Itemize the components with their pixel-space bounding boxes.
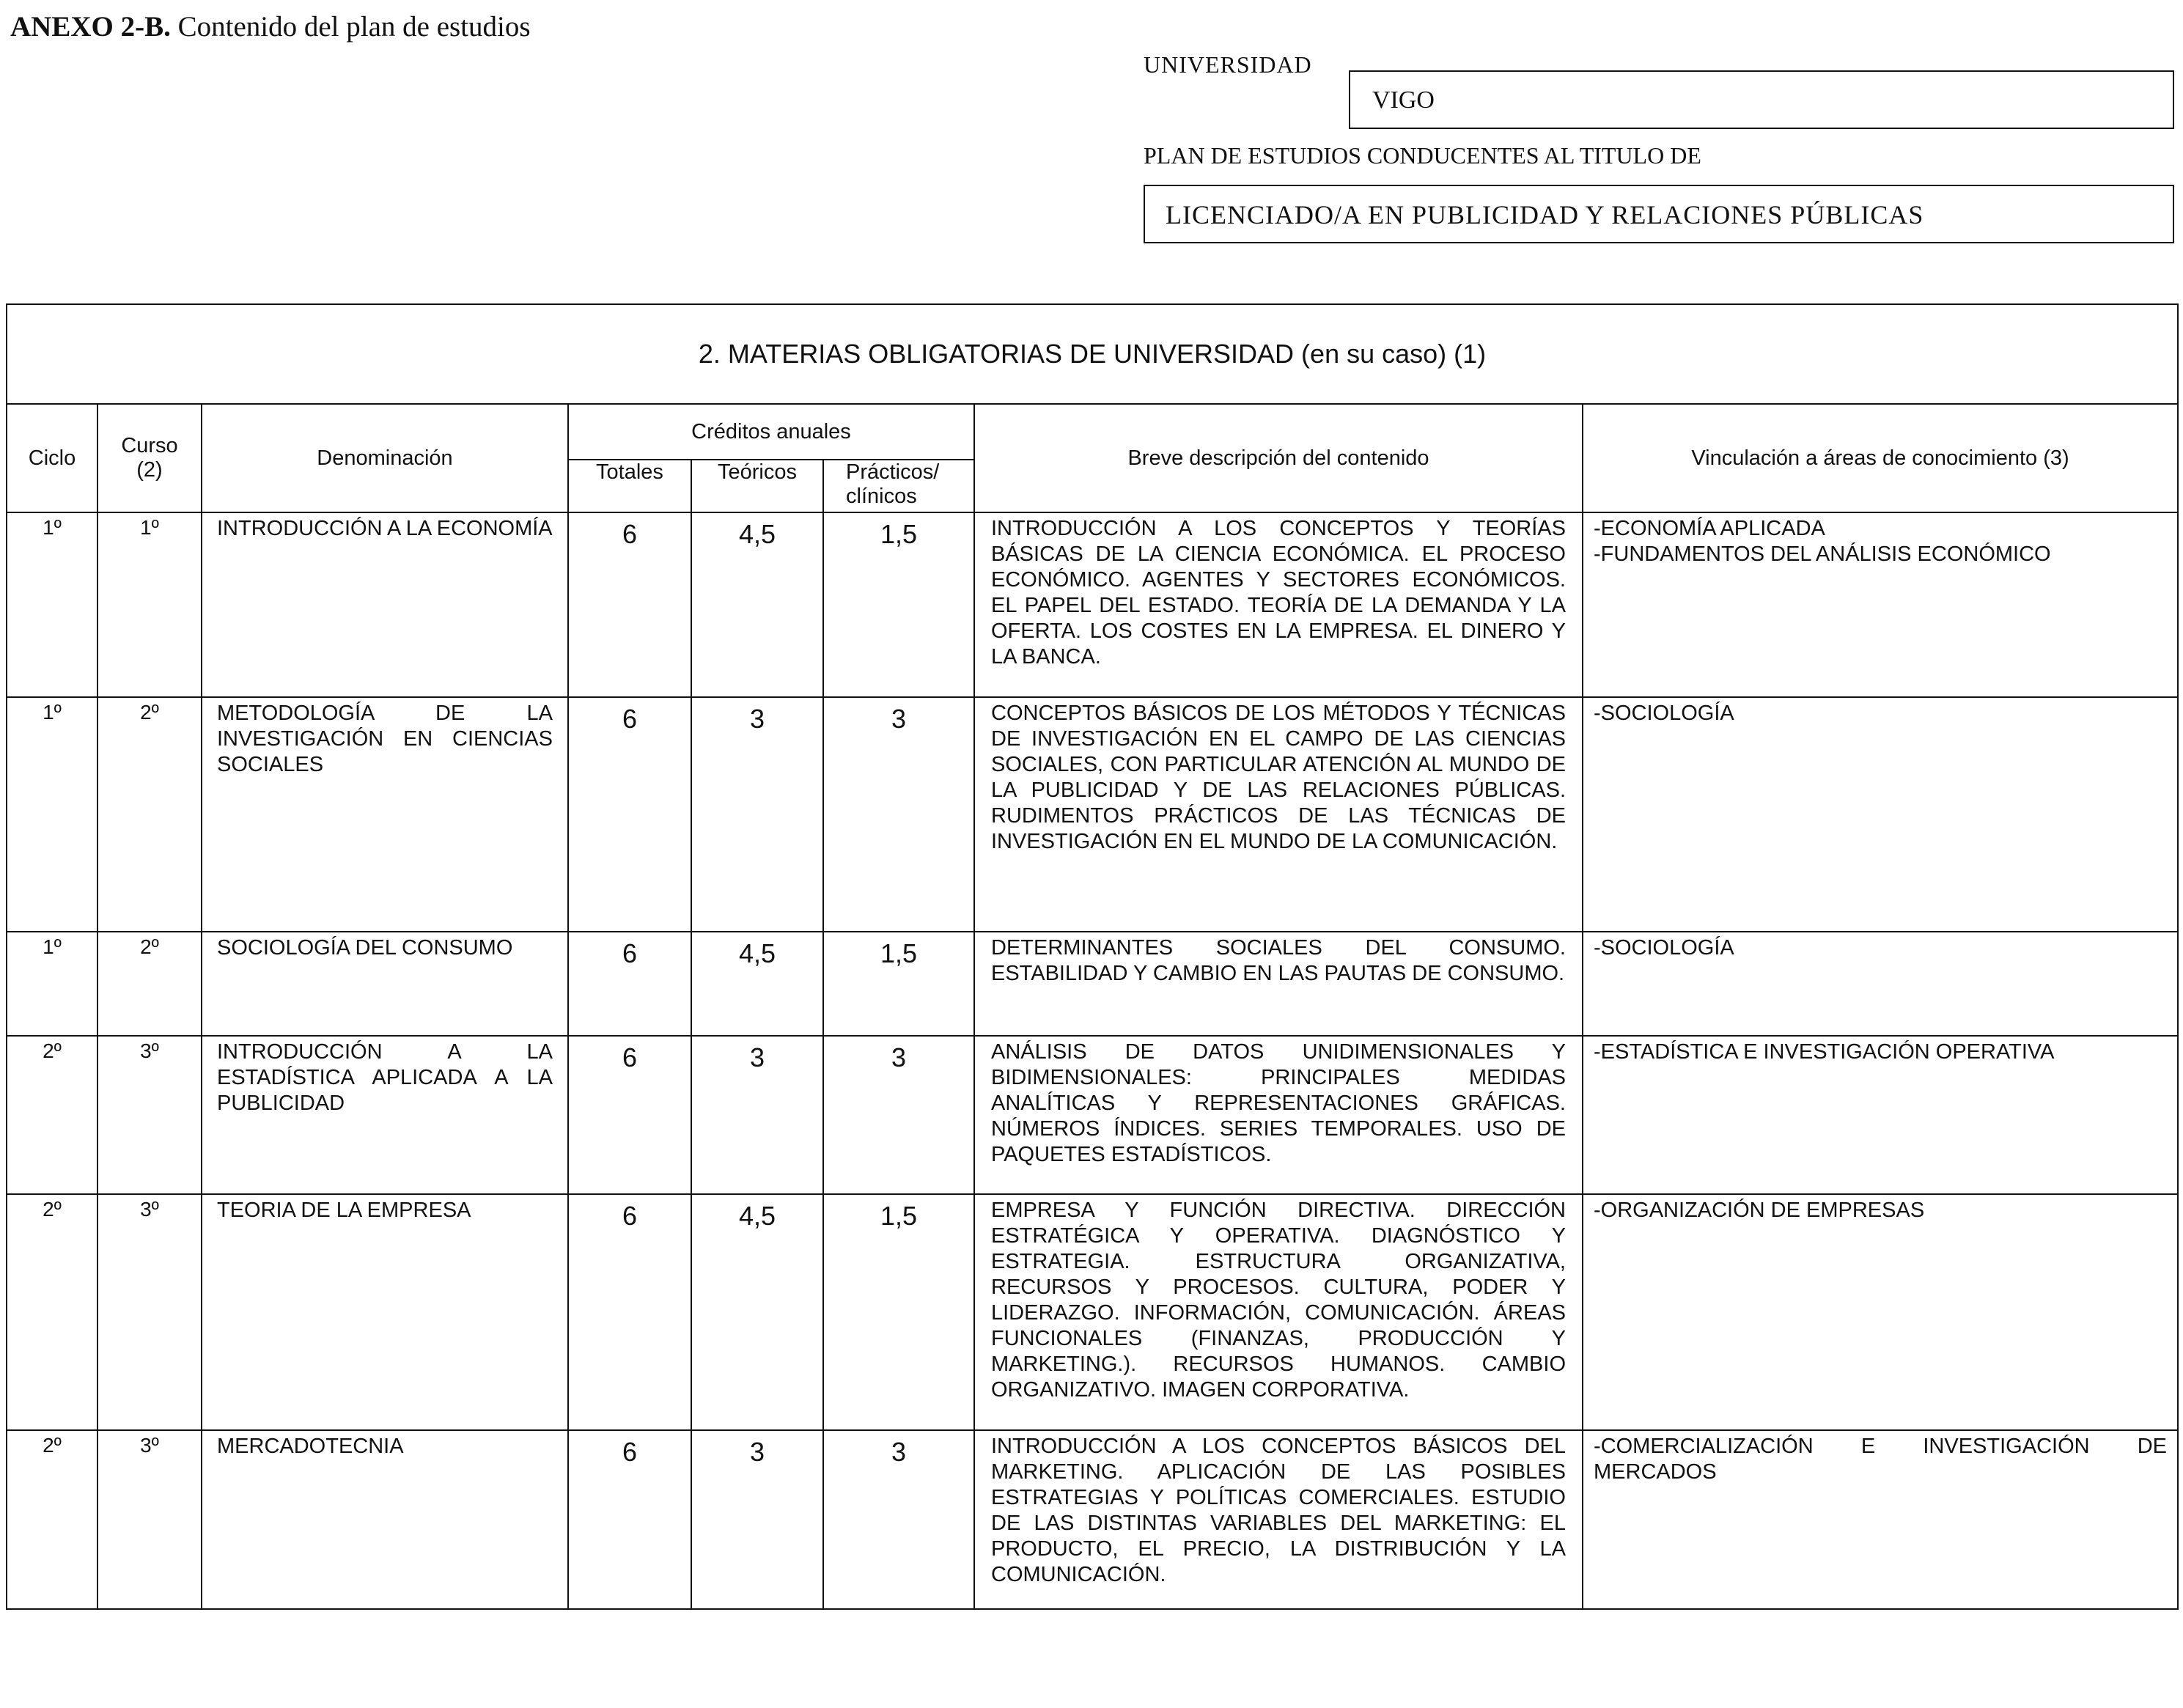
cell-descripcion: EMPRESA Y FUNCIÓN DIRECTIVA. DIRECCIÓN ESTRATÉGICA Y OPERATIVA. DIAGNÓSTICO Y ESTRATEGIA. ESTRUCTURA ORGANIZATIVA, RECURSOS Y PROCESOS. CULTURA, PODER Y LIDERAZGO. INFORMACIÓN, COMUNICACIÓN. ÁREAS FUNCIONALES (FINANZAS, PRODUCCIÓN Y MARKETING.). RECURSOS HUMANOS. CAMBIO ORGANIZATIVO. IMAGEN CORPORATIVA. <box>974 1194 1583 1430</box>
cell-denominacion: INTRODUCCIÓN A LA ECONOMÍA <box>202 512 568 697</box>
cell-vinculacion: -COMERCIALIZACIÓN E INVESTIGACIÓN DE MERCADOS <box>1583 1430 2178 1609</box>
cell-ciclo: 1º <box>7 512 97 697</box>
cell-curso: 2º <box>97 697 202 932</box>
table-row <box>7 1194 2178 1430</box>
table-row <box>7 697 2178 932</box>
cell-teoricos: 3 <box>691 1430 823 1609</box>
table-row <box>7 512 2178 697</box>
annex-title <box>10 10 531 43</box>
header-totales: Totales <box>568 460 691 512</box>
cell-curso: 3º <box>97 1036 202 1194</box>
cell-totales: 6 <box>568 1430 691 1609</box>
cell-teoricos: 4,5 <box>691 512 823 697</box>
plan-value: LICENCIADO/A EN PUBLICIDAD Y RELACIONES PÚBLICAS <box>1166 200 1924 229</box>
table-title-row <box>7 304 2178 404</box>
cell-ciclo: 2º <box>7 1430 97 1609</box>
cell-curso: 3º <box>97 1430 202 1609</box>
header-denominacion: Denominación <box>202 404 568 512</box>
table-row <box>7 1430 2178 1609</box>
cell-descripcion: ANÁLISIS DE DATOS UNIDIMENSIONALES Y BIDIMENSIONALES: PRINCIPALES MEDIDAS ANALÍTICAS Y REPRESENTACIONES GRÁFICAS. NÚMEROS ÍNDICES. SERIES TEMPORALES. USO DE PAQUETES ESTADÍSTICOS. <box>974 1036 1583 1194</box>
header-row-1 <box>7 404 2178 460</box>
cell-curso: 2º <box>97 932 202 1036</box>
cell-practicos: 3 <box>823 1430 974 1609</box>
cell-ciclo: 2º <box>7 1036 97 1194</box>
cell-denominacion: MERCADOTECNIA <box>202 1430 568 1609</box>
cell-vinculacion: -SOCIOLOGÍA <box>1583 697 2178 932</box>
university-value: VIGO <box>1372 86 1435 114</box>
annex-label: ANEXO 2-B. <box>10 11 171 43</box>
cell-teoricos: 3 <box>691 1036 823 1194</box>
cell-curso: 1º <box>97 512 202 697</box>
cell-denominacion: TEORIA DE LA EMPRESA <box>202 1194 568 1430</box>
cell-denominacion: SOCIOLOGÍA DEL CONSUMO <box>202 932 568 1036</box>
plan-box <box>1144 185 2174 243</box>
cell-totales: 6 <box>568 1036 691 1194</box>
cell-ciclo: 1º <box>7 697 97 932</box>
cell-descripcion: DETERMINANTES SOCIALES DEL CONSUMO. ESTABILIDAD Y CAMBIO EN LAS PAUTAS DE CONSUMO. <box>974 932 1583 1036</box>
cell-practicos: 1,5 <box>823 1194 974 1430</box>
subjects-table <box>6 303 2179 1610</box>
cell-vinculacion: -ORGANIZACIÓN DE EMPRESAS <box>1583 1194 2178 1430</box>
cell-descripcion: INTRODUCCIÓN A LOS CONCEPTOS Y TEORÍAS BÁSICAS DE LA CIENCIA ECONÓMICA. EL PROCESO ECONÓMICO. AGENTES Y SECTORES ECONÓMICOS. EL PAPEL DEL ESTADO. TEORÍA DE LA DEMANDA Y LA OFERTA. LOS COSTES EN LA EMPRESA. EL DINERO Y LA BANCA. <box>974 512 1583 697</box>
table-title: 2. MATERIAS OBLIGATORIAS DE UNIVERSIDAD (en su caso) (1) <box>7 304 2178 404</box>
header-descripcion: Breve descripción del contenido <box>974 404 1583 512</box>
cell-teoricos: 4,5 <box>691 1194 823 1430</box>
cell-descripcion: INTRODUCCIÓN A LOS CONCEPTOS BÁSICOS DEL MARKETING. APLICACIÓN DE LAS POSIBLES ESTRATEGIAS Y POLÍTICAS COMERCIALES. ESTUDIO DE LAS DISTINTAS VARIABLES DEL MARKETING: EL PRODUCTO, EL PRECIO, LA DISTRIBUCIÓN Y LA COMUNICACIÓN. <box>974 1430 1583 1609</box>
header-ciclo: Ciclo <box>7 404 97 512</box>
header-creditos: Créditos anuales <box>568 404 974 460</box>
cell-practicos: 3 <box>823 697 974 932</box>
header-teoricos: Teóricos <box>691 460 823 512</box>
table-row <box>7 1036 2178 1194</box>
header-vinculacion: Vinculación a áreas de conocimiento (3) <box>1583 404 2178 512</box>
cell-totales: 6 <box>568 1194 691 1430</box>
cell-curso: 3º <box>97 1194 202 1430</box>
cell-teoricos: 4,5 <box>691 932 823 1036</box>
cell-teoricos: 3 <box>691 697 823 932</box>
cell-denominacion: INTRODUCCIÓN A LA ESTADÍSTICA APLICADA A LA PUBLICIDAD <box>202 1036 568 1194</box>
header-curso: Curso (2) <box>97 404 202 512</box>
plan-label: PLAN DE ESTUDIOS CONDUCENTES AL TITULO DE <box>1144 142 1701 169</box>
annex-subtitle: Contenido del plan de estudios <box>170 11 531 43</box>
university-box <box>1349 70 2174 129</box>
cell-totales: 6 <box>568 697 691 932</box>
cell-descripcion: CONCEPTOS BÁSICOS DE LOS MÉTODOS Y TÉCNICAS DE INVESTIGACIÓN EN EL CAMPO DE LAS CIENCIAS SOCIALES, CON PARTICULAR ATENCIÓN AL MUNDO DE LA PUBLICIDAD Y DE LAS RELACIONES PÚBLICAS. RUDIMENTOS PRÁCTICOS DE LAS TÉCNICAS DE INVESTIGACIÓN EN EL MUNDO DE LA COMUNICACIÓN. <box>974 697 1583 932</box>
cell-totales: 6 <box>568 512 691 697</box>
cell-practicos: 1,5 <box>823 512 974 697</box>
cell-vinculacion: -SOCIOLOGÍA <box>1583 932 2178 1036</box>
cell-ciclo: 2º <box>7 1194 97 1430</box>
cell-vinculacion: -ECONOMÍA APLICADA -FUNDAMENTOS DEL ANÁLISIS ECONÓMICO <box>1583 512 2178 697</box>
cell-practicos: 3 <box>823 1036 974 1194</box>
cell-totales: 6 <box>568 932 691 1036</box>
cell-practicos: 1,5 <box>823 932 974 1036</box>
cell-ciclo: 1º <box>7 932 97 1036</box>
cell-denominacion: METODOLOGÍA DE LA INVESTIGACIÓN EN CIENCIAS SOCIALES <box>202 697 568 932</box>
header-practicos: Prácticos/ clínicos <box>823 460 974 512</box>
university-label: UNIVERSIDAD <box>1144 51 1312 78</box>
cell-vinculacion: -ESTADÍSTICA E INVESTIGACIÓN OPERATIVA <box>1583 1036 2178 1194</box>
table-row <box>7 932 2178 1036</box>
